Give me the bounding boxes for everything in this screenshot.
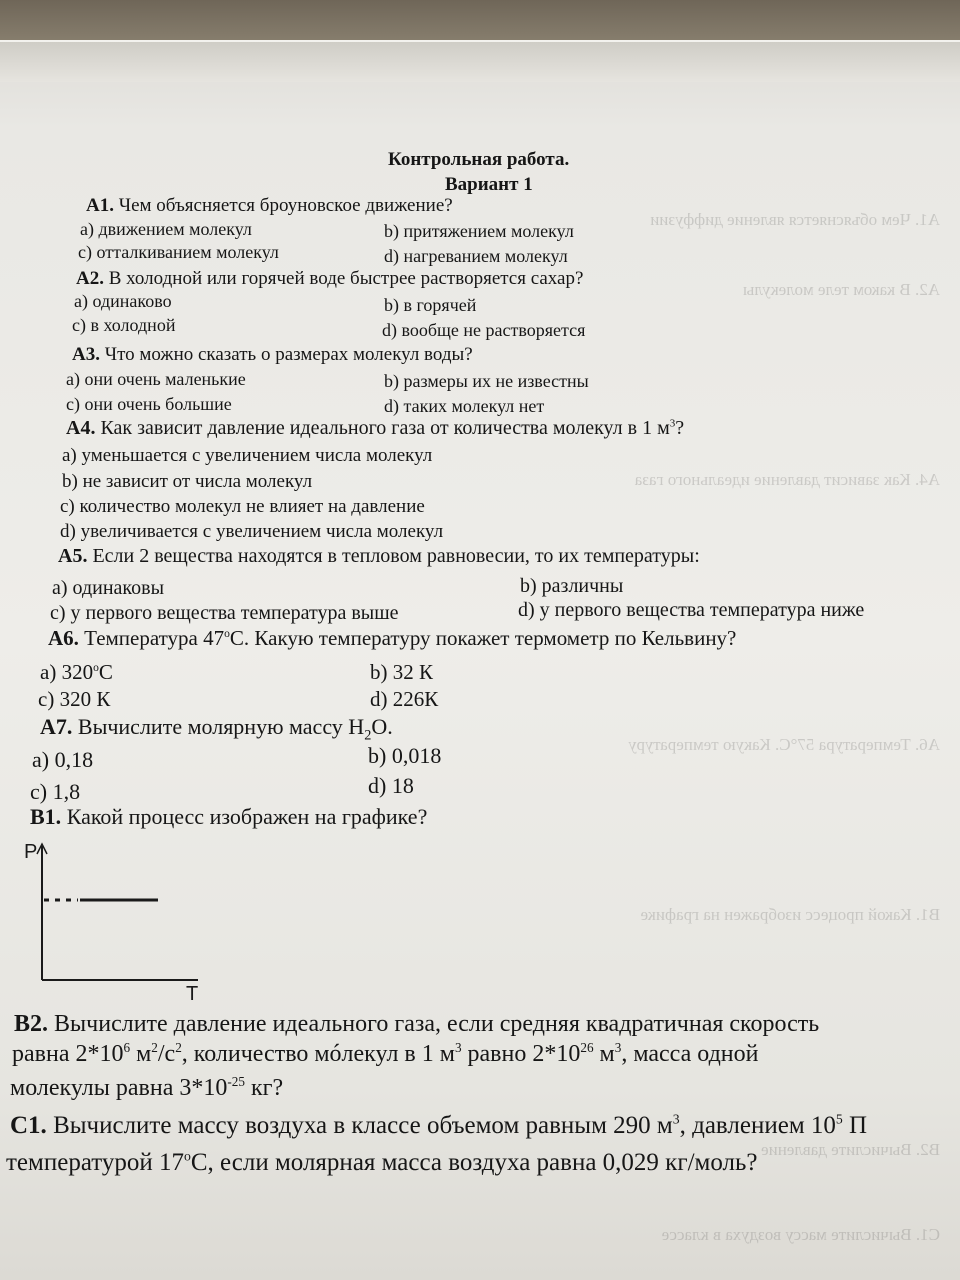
question-label: В1.	[30, 804, 62, 829]
answer-option: c) 1,8	[30, 779, 81, 804]
question-c1	[10, 1113, 867, 1138]
question-a6	[48, 628, 736, 649]
answer-option: d) таких молекул нет	[384, 396, 545, 416]
y-axis-label: P	[24, 841, 38, 863]
answer-option: b) различны	[520, 575, 624, 597]
answer-option: a) одинаково	[74, 291, 172, 311]
answer-option: c) они очень большие	[66, 394, 232, 414]
question-mark: ?	[675, 417, 685, 439]
answer-option: c) в холодной	[72, 315, 176, 335]
answer-option: d) 18	[368, 773, 414, 798]
x-axis-label: T	[186, 983, 199, 1000]
superscript: 3	[669, 417, 676, 430]
question-text: Что можно сказать о размерах молекул воды?	[104, 344, 473, 365]
answer-option: a) 0,18	[32, 747, 94, 772]
answer-option: c) отталкиванием молекул	[78, 242, 279, 262]
question-a5	[58, 546, 700, 566]
answer-option: d) увеличивается с увеличением числа молекул	[60, 521, 444, 542]
answer-option: d) вообще не растворяется	[382, 320, 586, 340]
question-b2-line3: молекулы равна $3*10^{-25}$ кг?	[10, 1074, 284, 1101]
question-text: Вычислите массу воздуха в классе объемом равным 290 $м^3$, давлением $10^5$ П	[53, 1111, 868, 1139]
answer-option: a) движением молекул	[80, 219, 252, 239]
answer-option: c) количество молекул не влияет на давление	[60, 496, 425, 517]
question-label: А7.	[40, 714, 73, 739]
question-label: А4.	[66, 417, 96, 439]
question-text: Если 2 вещества находятся в тепловом равновесии, то их температуры:	[92, 545, 700, 567]
worksheet-page: А1. Чем объясняется явление диффузии А2. В каком теле молекулы А4. Как зависит давление идеального газа А6. Температура 57°С. Какую температуру В1. Какой процесс изображен на графике В2. Вычислите давление С1. Вычислите массу воздуха в классе Контрольная работа. Вариант 1 А1. Чем объясняется броуновское движение? a) движением молекул b) притяжением молекул c) отталкиванием молекул d) нагреванием молекул А2. В холодной или горячей воде быстрее растворяется сахар? a) одинаково b) в горячей c) в холодной d) вообще не растворяется А3. Что можно сказать о размерах молекул воды? a) они очень маленькие b) размеры их не известны c) они очень большие d) таких молекул нет А4. Как зависит давление идеального газа от количества молекул в 1 $м^3$? a) уменьшается с увеличением числа молекул b) не зависит от числа молекул c) количество молекул не влияет на давление d) увеличивается с увеличением числа молекул А5. Если 2 вещества находятся в тепловом равновесии, то их температуры: a) одинаковы b) различны c) у первого вещества температура выше d) у первого вещества температура ниже А6. Температура 47$^o$С. Какую температуру покажет термометр по Кельвину? a) 320$^o$C b) 32 К c) 320 К d) 226К А7. Вычислите молярную массу $Н_2О$. a) 0,18 b) 0,018 c) 1,8 d) 18 В1. Какой процесс изображен на графике? P T В2. Вычислите давление идеального газа, если средняя квадратичная скорость равна $2*10^6$ $м^2/с^2$, количество мóлекул в 1 $м^3$ равно $2*10^{26}$ $м^3$, масса одной молекулы равна $3*10^{-25}$ кг? С1. Вычислите массу воздуха в классе объемом равным 290 $м^3$, давлением $10^5$ П температурой 17$^o$С, если молярная масса воздуха равна 0,029 кг/моль?	[0, 0, 960, 1280]
question-label: А6.	[48, 626, 79, 650]
answer-option: b) 32 К	[370, 660, 433, 684]
answer-option: b) размеры их не известны	[384, 371, 589, 391]
question-label: А1.	[86, 195, 114, 216]
question-text: Температура 47$^o$С. Какую температуру покажет термометр по Кельвину?	[84, 626, 737, 650]
question-text: Какой процесс изображен на графике?	[66, 804, 428, 829]
question-a1	[86, 196, 453, 215]
answer-option: a) уменьшается с увеличением числа молекул	[62, 445, 433, 466]
answer-option: d) нагреванием молекул	[384, 246, 568, 266]
question-text: Как зависит давление идеального газа от количества молекул в 1	[100, 417, 653, 439]
answer-option: b) не зависит от числа молекул	[62, 471, 313, 492]
question-text: Чем объясняется броуновское движение?	[118, 195, 453, 216]
answer-option: c) у первого вещества температура выше	[50, 602, 399, 624]
question-label: В2.	[14, 1011, 49, 1037]
variant-label: Вариант 1	[445, 174, 533, 195]
answer-option: d) у первого вещества температура ниже	[518, 599, 865, 621]
question-c1-line2: температурой 17$^o$С, если молярная масса воздуха равна 0,029 кг/моль?	[6, 1148, 758, 1176]
question-a7	[40, 714, 393, 744]
question-a3	[72, 345, 473, 364]
question-text: В холодной или горячей воде быстрее растворяется сахар?	[108, 268, 584, 289]
unit: м	[657, 417, 670, 439]
answer-option: b) 0,018	[368, 743, 442, 768]
question-label: А3.	[72, 344, 100, 365]
question-b2	[14, 1012, 819, 1036]
question-text: Вычислите молярную массу $Н_2О$.	[77, 714, 393, 744]
question-a2	[76, 269, 583, 288]
answer-option: c) 320 К	[38, 687, 111, 711]
answer-option: b) притяжением молекул	[384, 221, 574, 241]
question-b2-line2: равна $2*10^6$ $м^2/с^2$, количество мóлекул в 1 $м^3$ равно $2*10^{26}$ $м^3$, масса одной	[12, 1040, 759, 1067]
question-b1	[30, 806, 427, 828]
page-title: Контрольная работа.	[388, 149, 570, 170]
answer-option: d) 226К	[370, 687, 439, 711]
answer-option: a) одинаковы	[52, 577, 165, 599]
paper-stack-edge	[0, 40, 960, 82]
answer-option: a) они очень маленькие	[66, 369, 246, 389]
answer-option: a) 320$^o$C	[40, 660, 113, 684]
question-label: А5.	[58, 545, 88, 567]
question-label: А2.	[76, 268, 104, 289]
question-label: С1.	[10, 1112, 47, 1139]
answer-option: b) в горячей	[384, 295, 477, 315]
question-a4	[66, 418, 684, 438]
question-text: Вычислите давление идеального газа, если средняя квадратичная скорость	[54, 1011, 820, 1037]
pt-graph	[20, 840, 230, 1000]
